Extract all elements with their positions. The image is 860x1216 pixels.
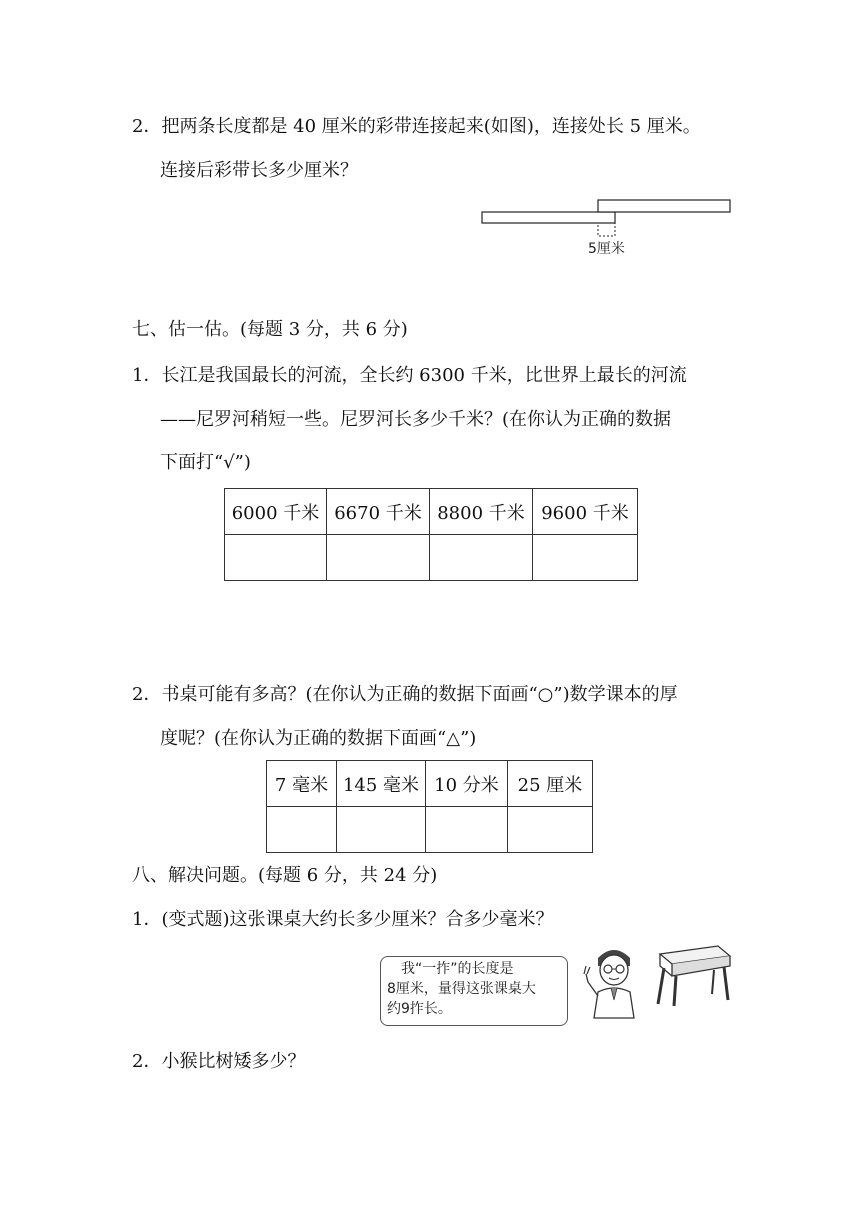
option-cell: 25 厘米 bbox=[508, 761, 593, 807]
option-cell: 8800 千米 bbox=[430, 489, 533, 535]
option-cell: 9600 千米 bbox=[533, 489, 638, 535]
speech-bubble bbox=[380, 956, 568, 1026]
answer-cell[interactable] bbox=[267, 807, 337, 853]
ribbon-right bbox=[598, 200, 730, 212]
section-heading: 七、估一估。(每题 3 分，共 6 分) bbox=[132, 319, 408, 340]
teacher-icon bbox=[578, 940, 650, 1020]
answer-cell[interactable] bbox=[327, 535, 430, 581]
option-cell: 145 毫米 bbox=[337, 761, 426, 807]
overlap-marker bbox=[598, 223, 615, 236]
table-row bbox=[267, 807, 593, 853]
table-row bbox=[225, 489, 638, 535]
option-cell: 6670 千米 bbox=[327, 489, 430, 535]
answer-cell[interactable] bbox=[337, 807, 426, 853]
question-text: ——尼罗河稍短一些。尼罗河长多少千米？(在你认为正确的数据 bbox=[160, 409, 672, 430]
answer-cell[interactable] bbox=[533, 535, 638, 581]
answer-table-desk bbox=[266, 760, 593, 853]
question-text: 2．小猴比树矮多少？ bbox=[132, 1051, 306, 1072]
option-cell: 10 分米 bbox=[426, 761, 508, 807]
bubble-text: 我“一拃”的长度是 bbox=[401, 961, 514, 977]
question-text: 1．(变式题)这张课桌大约长多少厘米？合多少毫米？ bbox=[132, 909, 554, 930]
question-text: 1．长江是我国最长的河流，全长约 6300 千米，比世界上最长的河流 bbox=[132, 365, 687, 386]
table-row bbox=[225, 535, 638, 581]
answer-cell[interactable] bbox=[225, 535, 327, 581]
section-heading: 八、解决问题。(每题 6 分，共 24 分) bbox=[132, 865, 438, 886]
answer-cell[interactable] bbox=[426, 807, 508, 853]
question-text: 度呢？(在你认为正确的数据下面画“△”) bbox=[160, 728, 477, 749]
bubble-text: 约9拃长。 bbox=[387, 1001, 452, 1017]
desk-icon bbox=[652, 942, 734, 1008]
question-text: 下面打“√”) bbox=[160, 452, 251, 473]
overlap-label: 5厘米 bbox=[588, 241, 625, 257]
question-text: 2．把两条长度都是 40 厘米的彩带连接起来(如图)，连接处长 5 厘米。 bbox=[132, 116, 701, 137]
ribbon-figure bbox=[478, 195, 738, 261]
option-cell: 7 毫米 bbox=[267, 761, 337, 807]
answer-table-river bbox=[224, 488, 638, 581]
table-row bbox=[267, 761, 593, 807]
bubble-text: 8厘米，量得这张课桌大 bbox=[387, 981, 536, 997]
question-text: 2．书桌可能有多高？(在你认为正确的数据下面画“○”)数学课本的厚 bbox=[132, 684, 678, 705]
answer-cell[interactable] bbox=[430, 535, 533, 581]
question-text: 连接后彩带长多少厘米？ bbox=[160, 160, 358, 181]
ribbon-left bbox=[482, 212, 615, 223]
answer-cell[interactable] bbox=[508, 807, 593, 853]
option-cell: 6000 千米 bbox=[225, 489, 327, 535]
